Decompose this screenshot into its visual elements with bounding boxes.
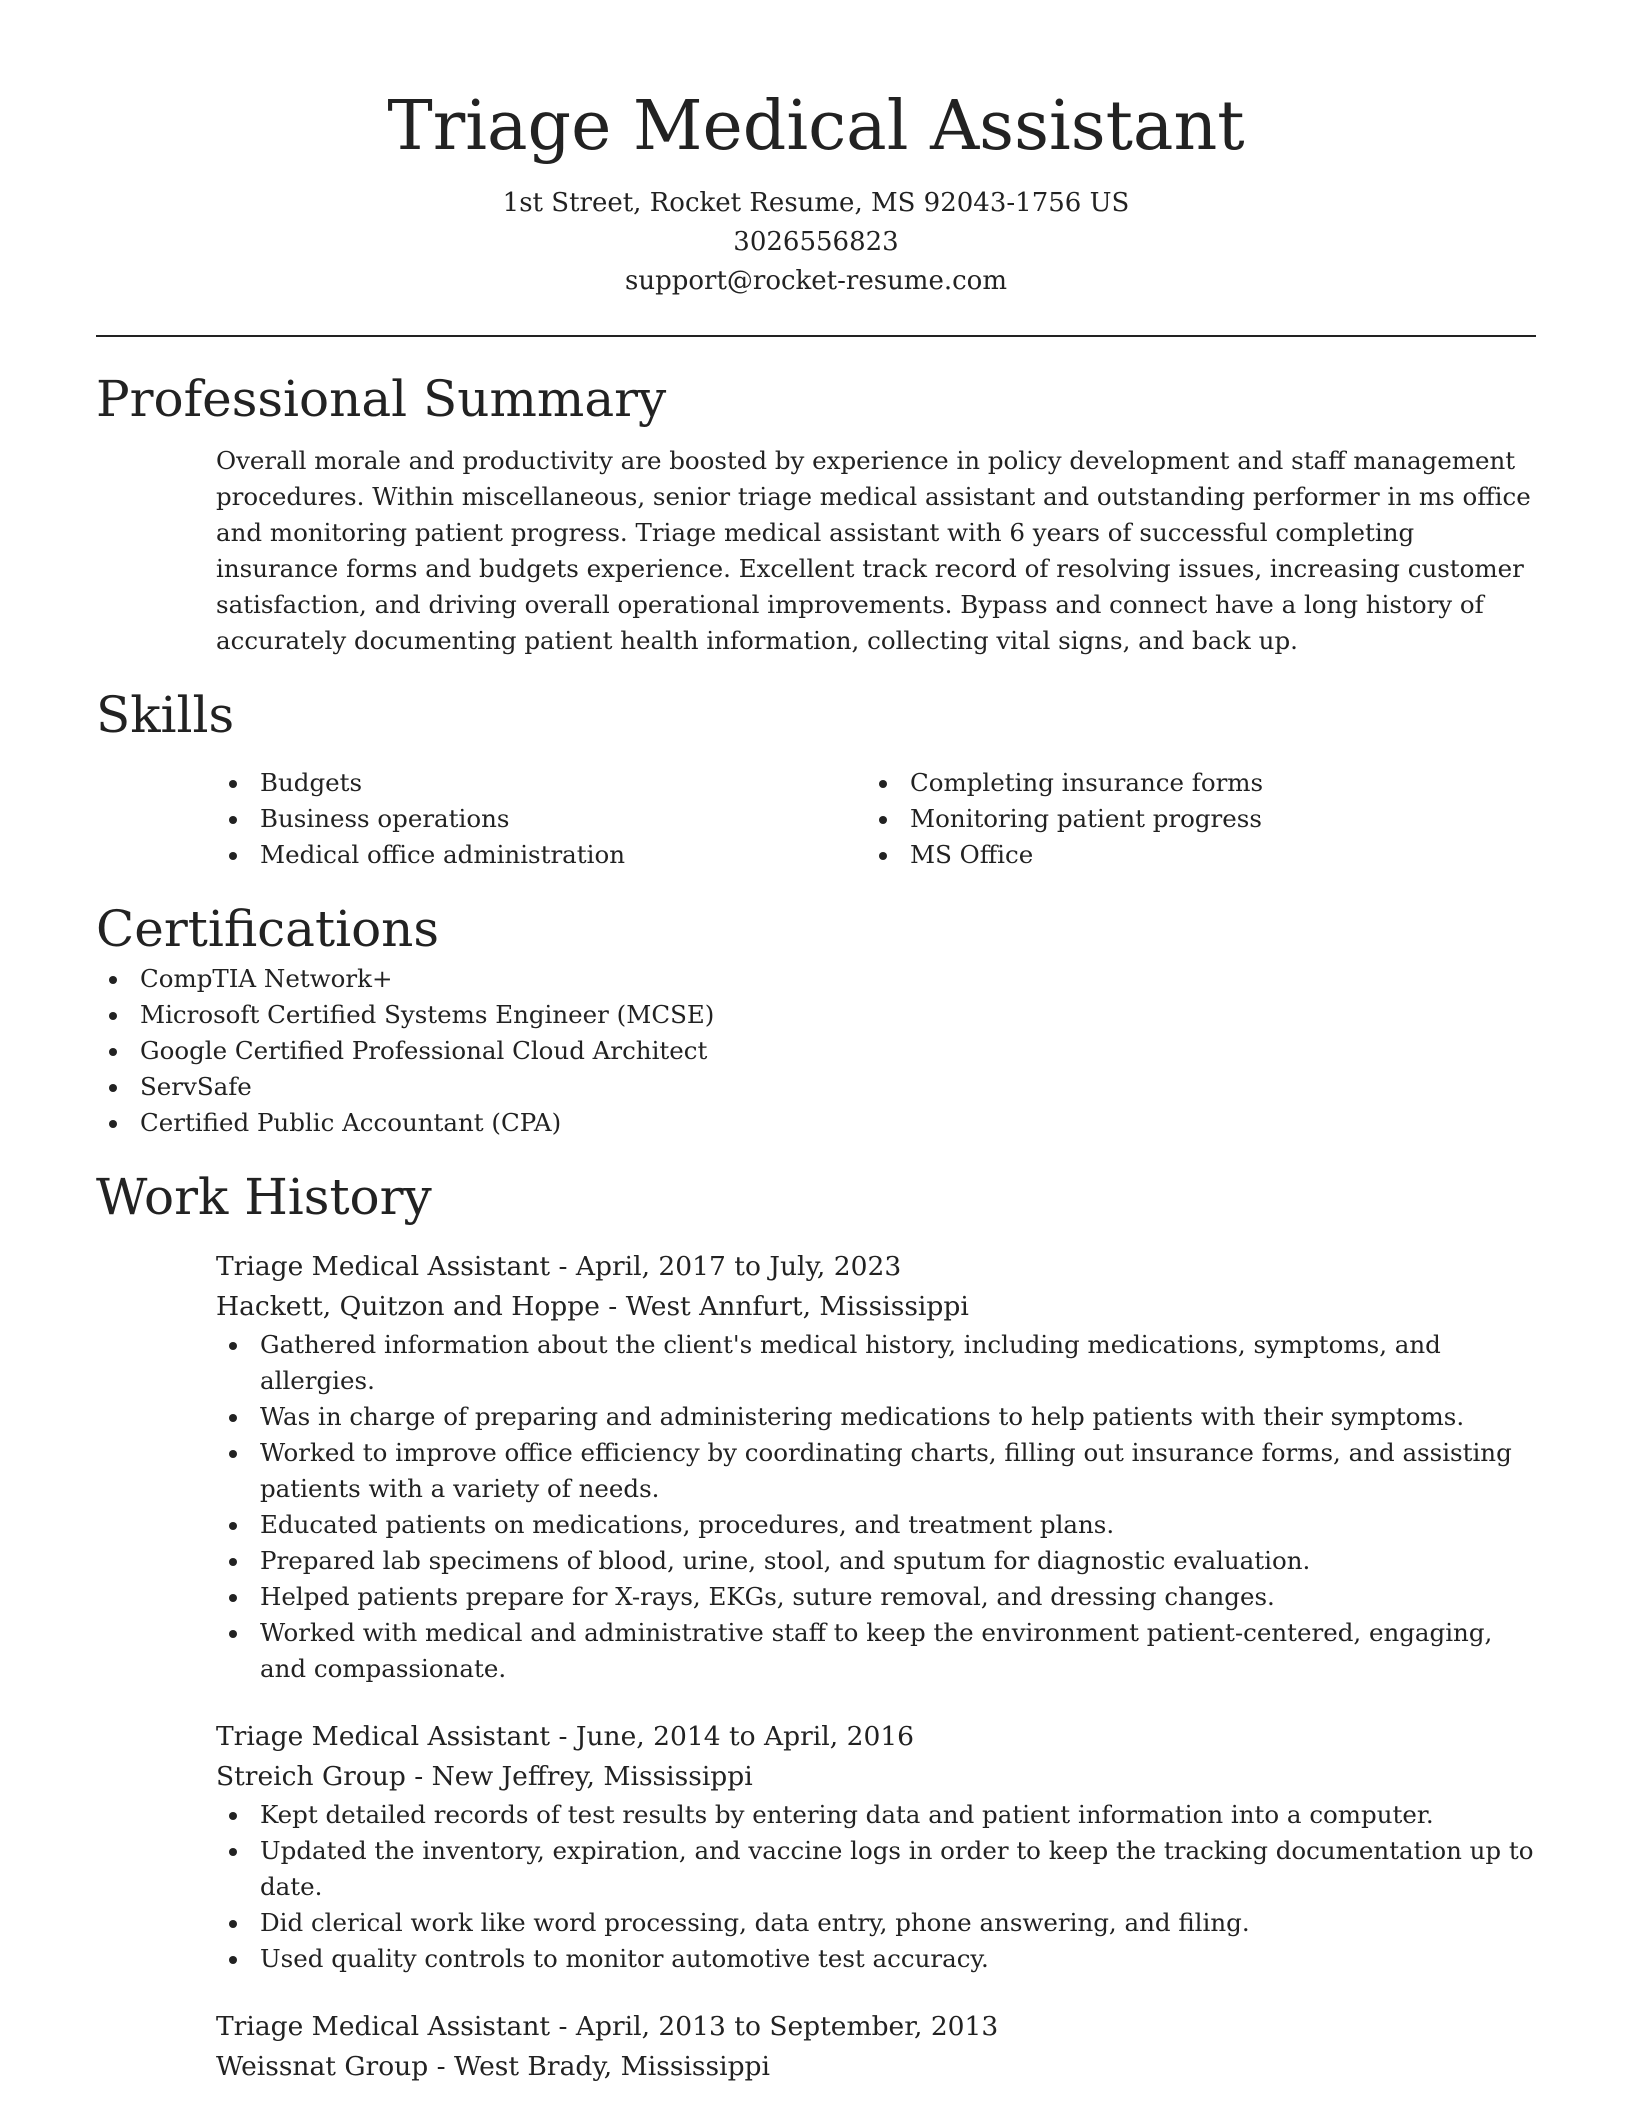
section-title: Professional Summary: [96, 370, 667, 428]
email: support@rocket-resume.com: [624, 266, 1007, 296]
job-duty-item: Updated the inventory, expiration, and vaccine logs in order to keep the tracking documentation up to date.: [216, 1833, 1536, 1905]
job-company-location: Streich Group - New Jeffrey, Mississippi: [216, 1761, 753, 1792]
section-title: Certifications: [96, 900, 440, 958]
resume-header: [96, 0, 1536, 301]
job-title-dates: Triage Medical Assistant - April, 2017 to July, 2023: [216, 1251, 902, 1282]
certifications-list: [96, 961, 1536, 1141]
job-entry: [216, 2007, 1536, 2087]
job-duty-item: Worked to improve office efficiency by coordinating charts, filling out insurance forms, and assisting patients with a variety of needs.: [216, 1435, 1536, 1507]
skill-item: Monitoring patient progress: [866, 801, 1516, 837]
skills-list-right: [866, 765, 1516, 873]
job-duty-item: Prepared lab specimens of blood, urine, stool, and sputum for diagnostic evaluation.: [216, 1543, 1536, 1579]
certification-item: Microsoft Certified Systems Engineer (MCSE): [96, 997, 1536, 1033]
job-duty-item: Was in charge of preparing and administering medications to help patients with their symptoms.: [216, 1399, 1536, 1435]
job-duty-item: Worked with medical and administrative staff to keep the environment patient-centered, engaging, and compassionate.: [216, 1615, 1536, 1687]
job-duties-list: [216, 1327, 1536, 1687]
phone: 3026556823: [733, 227, 899, 257]
address: 1st Street, Rocket Resume, MS 92043-1756 US: [502, 188, 1130, 218]
skill-item: Medical office administration: [216, 837, 866, 873]
professional-summary-section: [96, 367, 1536, 659]
job-duty-item: Used quality controls to monitor automotive test accuracy.: [216, 1941, 1536, 1977]
job-duties-list: [216, 1797, 1536, 1977]
job-company-location: Weissnat Group - West Brady, Mississippi: [216, 2051, 770, 2082]
skills-column-left: [216, 765, 866, 873]
skill-item: Completing insurance forms: [866, 765, 1516, 801]
contact-block: [96, 184, 1536, 301]
skill-item: MS Office: [866, 837, 1516, 873]
skills-list-left: [216, 765, 866, 873]
header-divider: [96, 335, 1536, 337]
work-history-section: [96, 1165, 1536, 2087]
summary-text: Overall morale and productivity are boosted by experience in policy development and staff management procedures. Within miscellaneous, senior triage medical assistant and outstanding performer in ms office and monitoring patient progress. Triage medical assistant with 6 years of successful completing insurance forms and budgets experience. Excellent track record of resolving issues, increasing customer satisfaction, and driving overall operational improvements. Bypass and connect have a long history of accurately documenting patient health information, collecting vital signs, and back up.: [216, 446, 1531, 655]
skills-section: [96, 683, 1536, 873]
skill-item: Budgets: [216, 765, 866, 801]
job-entry: [216, 1717, 1536, 1977]
job-entry: [216, 1247, 1536, 1687]
candidate-name: Triage Medical Assistant: [387, 87, 1245, 166]
job-title-dates: Triage Medical Assistant - April, 2013 to September, 2013: [216, 2011, 999, 2042]
certification-item: CompTIA Network+: [96, 961, 1536, 997]
job-title-dates: Triage Medical Assistant - June, 2014 to April, 2016: [216, 1721, 915, 1752]
skills-grid: [216, 765, 1536, 873]
resume-page: [96, 0, 1536, 2087]
job-duty-item: Educated patients on medications, procedures, and treatment plans.: [216, 1507, 1536, 1543]
section-title: Skills: [96, 686, 235, 744]
skill-item: Business operations: [216, 801, 866, 837]
certifications-section: [96, 897, 1536, 1141]
job-duty-item: Helped patients prepare for X-rays, EKGs, suture removal, and dressing changes.: [216, 1579, 1536, 1615]
job-duty-item: Did clerical work like word processing, data entry, phone answering, and filing.: [216, 1905, 1536, 1941]
job-duty-item: Kept detailed records of test results by entering data and patient information into a computer.: [216, 1797, 1536, 1833]
certification-item: Google Certified Professional Cloud Architect: [96, 1033, 1536, 1069]
section-title: Work History: [96, 1168, 432, 1226]
certification-item: Certified Public Accountant (CPA): [96, 1105, 1536, 1141]
job-company-location: Hackett, Quitzon and Hoppe - West Annfurt, Mississippi: [216, 1291, 969, 1322]
skills-column-right: [866, 765, 1516, 873]
certification-item: ServSafe: [96, 1069, 1536, 1105]
job-duty-item: Gathered information about the client's medical history, including medications, symptoms, and allergies.: [216, 1327, 1536, 1399]
